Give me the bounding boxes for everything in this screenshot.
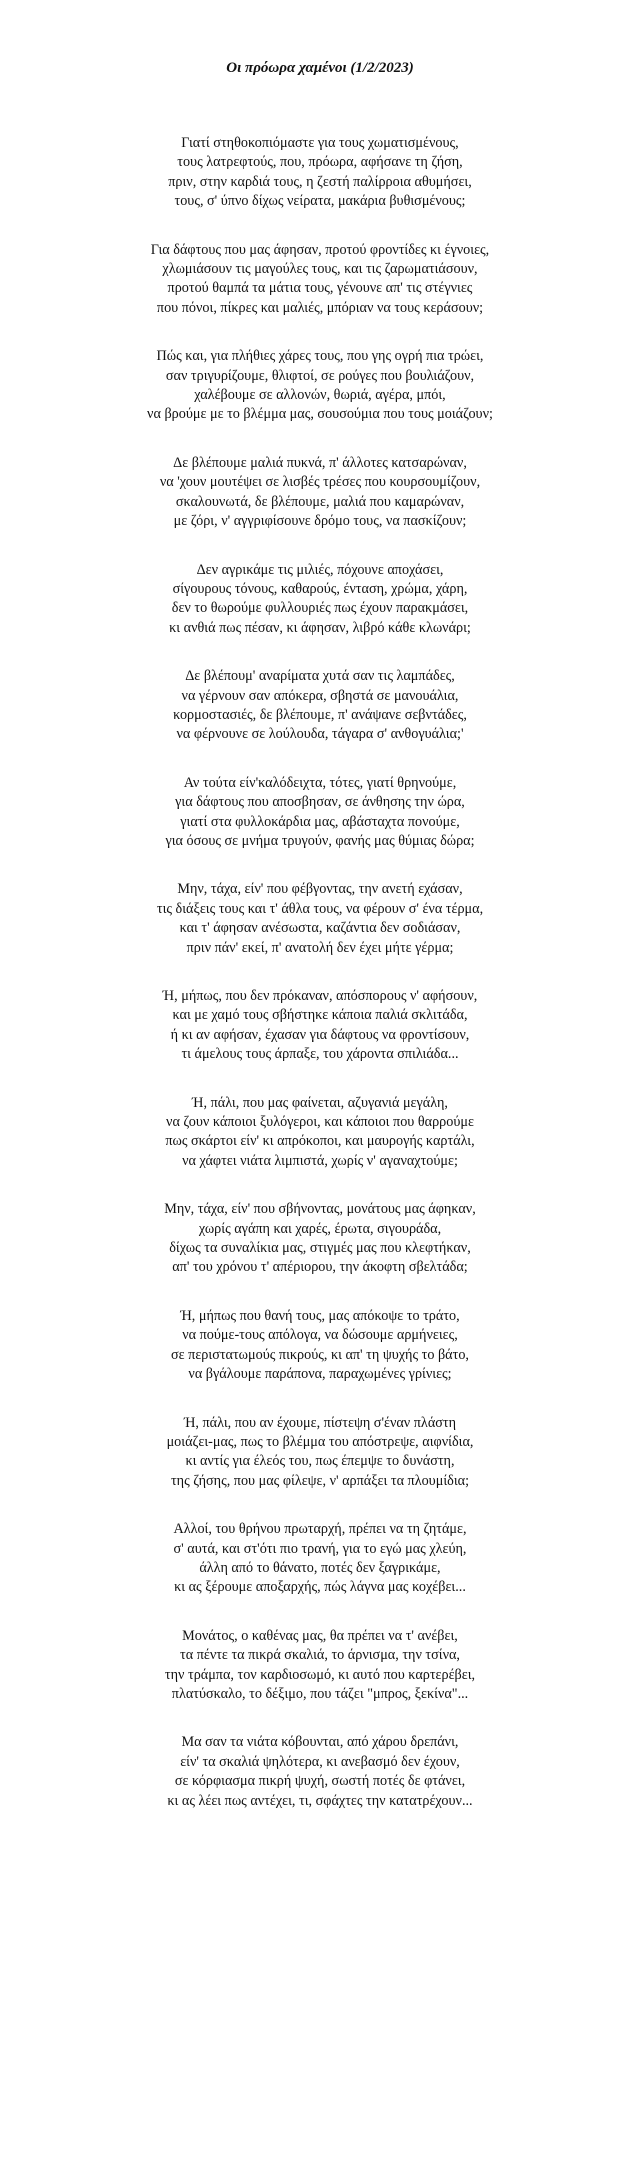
stanza: [0, 134, 640, 212]
verse-line: Πώς και, για πλήθιες χάρες τους, που γης ογρή πια τρώει,: [156, 348, 484, 365]
verse-line: και τ' άφησαν ανέσωστα, καζάντια δεν σοδιάσαν,: [179, 920, 461, 937]
verse-line: να γέρνουν σαν απόκερα, σβηστά σε μανουάλια,: [181, 687, 459, 704]
verse-line: να βρούμε με το βλέμμα μας, σουσούμια που τους μοιάζουν;: [147, 406, 493, 423]
verse-line: Γιατί στηθοκοπιόμαστε για τους χωματισμένους,: [181, 135, 459, 151]
verse-line: Ή, μήπως, που δεν πρόκαναν, απόσπορους ν' αφήσουν,: [162, 988, 478, 1004]
verse-line: να χάφτει νιάτα λιμπιστά, χωρίς ν' αγαναχτούμε;: [182, 1152, 458, 1169]
verse-line: Δε βλέπουμ' αναρίματα χυτά σαν τις λαμπάδες,: [185, 668, 455, 685]
verse-line: που πόνοι, πίκρες και μαλιές, μπόριαν να τους κεράσουν;: [156, 299, 484, 316]
stanza: [0, 987, 640, 1065]
verse-line: για δάφτους που αποσβησαν, σε άνθησης την ώρα,: [175, 794, 465, 811]
verse-line: κι ας ξέρουμε αποξαρχής, πώς λάγνα μας κοχέβει...: [174, 1579, 466, 1596]
verse-line: τους λατρεφτούς, που, πρόωρα, αφήσανε τη ζήση,: [177, 154, 463, 171]
verse-line: Ή, πάλι, που μας φαίνεται, αζυγανιά μεγάλη,: [192, 1094, 448, 1111]
verse-line: να βγάλουμε παράπονα, παραχωμένες γρίνιες;: [188, 1366, 452, 1383]
verse-line: κι ανθιά πως πέσαν, κι άφησαν, λιβρό κάθε κλωνάρι;: [169, 619, 471, 636]
verse-line: Αλλοί, του θρήνου πρωταρχή, πρέπει να τη ζητάμε,: [173, 1521, 467, 1538]
stanza: [0, 241, 640, 319]
verse-line: δίχως τα συναλίκια μας, στιγμές μας που κλεφτήκαν,: [169, 1240, 471, 1257]
verse-line: Για δάφτους που μας άφησαν, προτού φροντίδες κι έγνοιες,: [150, 241, 490, 258]
verse-line: τι άμελους τους άρπαξε, του χάροντα σπιλιάδα...: [181, 1046, 459, 1063]
verse-line: την τράμπα, τον καρδιοσωμό, κι αυτό που καρτερέβει,: [164, 1666, 476, 1683]
stanza: [0, 1414, 640, 1492]
stanza: [0, 347, 640, 425]
verse-line: για όσους σε μνήμα τρυγούν, φανής μας θύμιας δώρα;: [165, 832, 475, 849]
poem-body: [0, 134, 640, 1811]
stanza: [0, 880, 640, 958]
verse-line: ή κι αν αφήσαν, έχασαν για δάφτους να φροντίσουν,: [170, 1026, 470, 1043]
verse-line: κι αντίς για έλεός του, πως έπεμψε το δυνάστη,: [185, 1453, 455, 1470]
verse-line: Μονάτος, ο καθένας μας, θα πρέπει να τ' ανέβει,: [182, 1627, 458, 1644]
verse-line: σκαλουνωτά, δε βλέπουμε, μαλιά που καμαρώναν,: [175, 493, 465, 510]
verse-line: είν' τα σκαλιά ψηλότερα, κι ανεβασμό δεν έχουν,: [180, 1753, 460, 1770]
verse-line: απ' του χρόνου τ' απέριορου, την άκοφτη σβελτάδα;: [172, 1259, 468, 1276]
stanza: [0, 1627, 640, 1705]
verse-line: Μα σαν τα νιάτα κόβουνται, από χάρου δρεπάνι,: [181, 1734, 459, 1751]
verse-line: πλατύσκαλο, το δέξιμο, που τάζει "μπρος, ξεκίνα"...: [171, 1685, 469, 1702]
verse-line: πως σκάρτοι είν' κι απρόκοποι, και μαυρογής καρτάλι,: [165, 1133, 475, 1150]
stanza: [0, 454, 640, 532]
stanza: [0, 561, 640, 639]
verse-line: Μην, τάχα, είν' που φέβγοντας, την ανετή εχάσαν,: [177, 881, 463, 898]
verse-line: χλωμιάσουν τις μαγούλες τους, και τις ζαρωματιάσουν,: [162, 261, 478, 278]
verse-line: Μην, τάχα, είν' που σβήνοντας, μονάτους μας άφηκαν,: [164, 1201, 476, 1218]
verse-line: να 'χουν μουτέψει σε λισβές τρέσες που κουρσουμίζουν,: [159, 474, 481, 491]
verse-line: Δεν αγρικάμε τις μιλιές, πόχουνε αποχάσει,: [196, 561, 444, 578]
stanza: [0, 1520, 640, 1598]
verse-line: γιατί στα φυλλοκάρδια μας, αβάσταχτα πονούμε,: [180, 813, 460, 830]
verse-line: τους, σ' ύπνο δίχως νείρατα, μακάρια βυθισμένους;: [174, 193, 466, 210]
verse-line: άλλη από το θάνατο, ποτές δεν ξαγρικάμε,: [199, 1559, 441, 1576]
stanza: [0, 774, 640, 852]
verse-line: να ζουν κάποιοι ξυλόγεροι, και κάποιοι που θαρρούμε: [166, 1114, 474, 1131]
verse-line: τις διάξεις τους και τ' άθλα τους, να φέρουν σ' ένα τέρμα,: [156, 900, 484, 917]
verse-line: σ' αυτά, και στ'ότι πιο τρανή, για το εγώ μας χλεύη,: [173, 1540, 467, 1557]
verse-line: κορμοστασιές, δε βλέπουμε, π' ανάψανε σεβντάδες,: [173, 706, 467, 723]
verse-line: προτού θαμπά τα μάτια τους, γένουνε απ' τις στέγνιες: [167, 280, 473, 297]
verse-line: να πούμε-τους απόλογα, να δώσουμε αρμήνειες,: [182, 1327, 458, 1344]
poem-title: Οι πρόωρα χαμένοι (1/2/2023): [226, 60, 414, 76]
verse-line: πριν πάν' εκεί, π' ανατολή δεν έχει μήτε γέρμα;: [186, 939, 454, 956]
verse-line: σίγουρους τόνους, καθαρούς, ένταση, χρώμα, χάρη,: [172, 580, 468, 597]
verse-line: μοιάζει-μας, πως το βλέμμα του απόστρεψε, αιφνίδια,: [166, 1433, 474, 1450]
verse-line: τα πέντε τα πικρά σκαλιά, το άρνισμα, την τσίνα,: [180, 1647, 460, 1664]
stanza: [0, 1200, 640, 1278]
verse-line: Δε βλέπουμε μαλιά πυκνά, π' άλλοτες κατσαρώναν,: [173, 454, 467, 471]
verse-line: να φέρνουνε σε λούλουδα, τάγαρα σ' ανθογυάλια;': [176, 726, 464, 743]
verse-line: κι ας λέει πως αντέχει, τι, σφάχτες την κατατρέχουν...: [167, 1792, 473, 1809]
verse-line: σε κόρφιασμα πικρή ψυχή, σωστή ποτές δε φτάνει,: [174, 1773, 466, 1790]
stanza: [0, 667, 640, 745]
verse-line: και με χαμό τους σβήστηκε κάποια παλιά σκλιτάδα,: [172, 1007, 468, 1024]
verse-line: της ζήσης, που μας φίλεψε, ν' αρπάξει τα πλουμίδια;: [170, 1472, 470, 1489]
stanza: [0, 1094, 640, 1172]
verse-line: χωρίς αγάπη και χαρές, έρωτα, σιγουράδα,: [198, 1220, 442, 1237]
verse-line: με ζόρι, ν' αγγριφίσουνε δρόμο τους, να πασκίζουν;: [173, 513, 467, 530]
verse-line: χαλέβουμε σε αλλονών, θωριά, αγέρα, μπόι,: [194, 387, 446, 404]
verse-line: Ή, μήπως που θανή τους, μας απόκοψε το τράτο,: [180, 1307, 460, 1324]
verse-line: σαν τριγυρίζουμε, θλιφτοί, σε ρούγες που βουλιάζουν,: [165, 367, 475, 384]
stanza: [0, 1307, 640, 1385]
verse-line: δεν το θωρούμε φυλλουριές πως έχουν παρακμάσει,: [171, 600, 469, 617]
verse-line: πριν, στην καρδιά τους, η ζεστή παλίρροια αθυμήσει,: [168, 173, 472, 190]
verse-line: Αν τούτα είν'καλόδειχτα, τότες, γιατί θρηνούμε,: [183, 774, 457, 791]
verse-line: σε περιστατωμούς πικρούς, κι απ' τη ψυχής το βάτο,: [171, 1346, 469, 1363]
stanza: [0, 1733, 640, 1811]
verse-line: Ή, πάλι, που αν έχουμε, πίστεψη σ'έναν πλάστη: [183, 1414, 457, 1431]
